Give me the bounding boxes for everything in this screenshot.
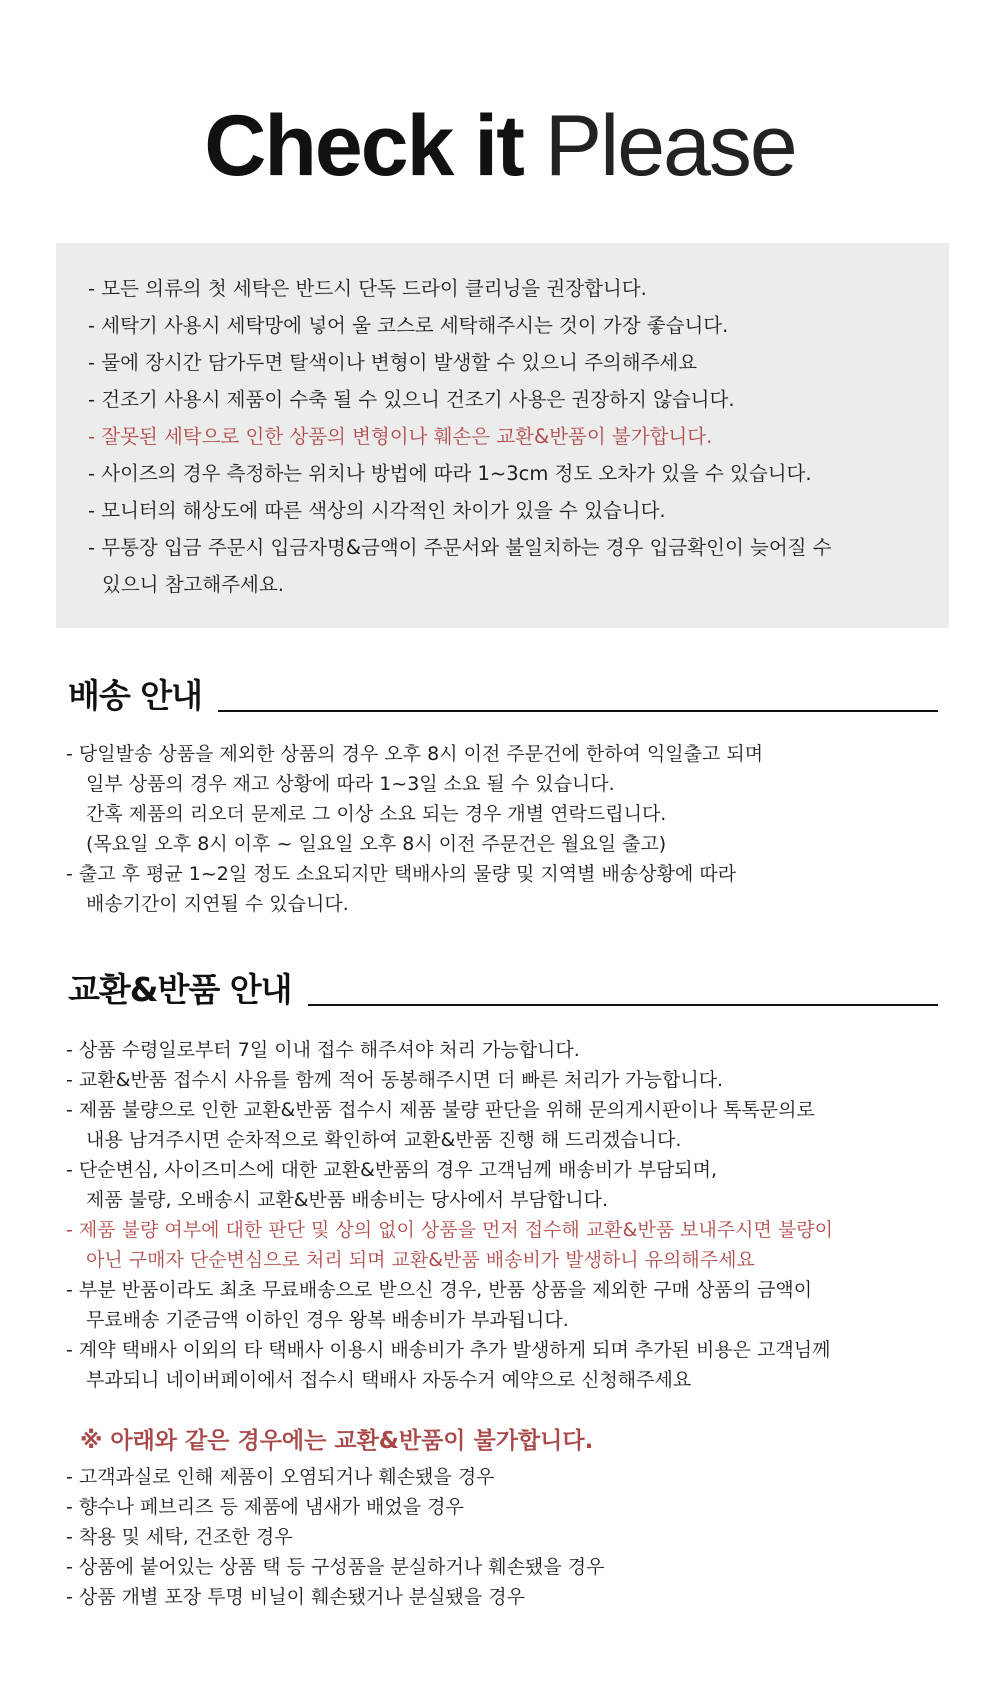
exchange-line: - 부분 반품이라도 최초 무료배송으로 받으신 경우, 반품 상품을 제외한 구매 상품의 금액이: [66, 1279, 813, 1301]
care-line: - 세탁기 사용시 세탁망에 넣어 울 코스로 세탁해주시는 것이 가장 좋습니다.: [88, 314, 729, 337]
shipping-line: (목요일 오후 8시 이후 ~ 일요일 오후 8시 이전 주문건은 월요일 출고): [86, 833, 667, 855]
care-line: - 모니터의 해상도에 따른 색상의 시각적인 차이가 있을 수 있습니다.: [88, 499, 666, 522]
not-allowed-item: - 향수나 페브리즈 등 제품에 냄새가 배었을 경우: [66, 1496, 464, 1518]
care-line: - 모든 의류의 첫 세탁은 반드시 단독 드라이 클리닝을 권장합니다.: [88, 277, 647, 300]
not-allowed-item: - 고객과실로 인해 제품이 오염되거나 훼손됐을 경우: [66, 1466, 495, 1488]
title-bold-text: Check it: [204, 98, 523, 194]
exchange-line: - 단순변심, 사이즈미스에 대한 교환&반품의 경우 고객님께 배송비가 부담되며,: [66, 1159, 718, 1181]
shipping-heading-rule: [218, 710, 938, 712]
shipping-line: - 당일발송 상품을 제외한 상품의 경우 오후 8시 이전 주문건에 한하여 익일출고 되며: [66, 743, 764, 765]
exchange-line: - 교환&반품 접수시 사유를 함께 적어 동봉해주시면 더 빠른 처리가 가능합니다.: [66, 1069, 724, 1091]
care-line: - 사이즈의 경우 측정하는 위치나 방법에 따라 1~3cm 정도 오차가 있을 수 있습니다.: [88, 462, 812, 485]
exchange-line: - 제품 불량으로 인한 교환&반품 접수시 제품 불량 판단을 위해 문의게시판이나 톡톡문의로: [66, 1099, 815, 1121]
exchange-warning-line: 아닌 구매자 단순변심으로 처리 되며 교환&반품 배송비가 발생하니 유의해주세요: [86, 1249, 755, 1271]
care-warning-line: - 잘못된 세탁으로 인한 상품의 변형이나 훼손은 교환&반품이 불가합니다.: [88, 425, 713, 448]
care-instructions-box: [56, 243, 949, 628]
care-line: - 건조기 사용시 제품이 수축 될 수 있으니 건조기 사용은 권장하지 않습니다.: [88, 388, 735, 411]
exchange-section-header: [68, 966, 938, 1010]
shipping-section-header: [68, 672, 938, 716]
not-allowed-item: - 착용 및 세탁, 건조한 경우: [66, 1526, 293, 1548]
not-allowed-title: ※ 아래와 같은 경우에는 교환&반품이 불가합니다.: [80, 1428, 594, 1454]
shipping-heading: 배송 안내: [68, 676, 203, 715]
title-light-text: Please: [544, 98, 796, 194]
exchange-line: - 계약 택배사 이외의 타 택배사 이용시 배송비가 추가 발생하게 되며 추가된 비용은 고객님께: [66, 1339, 831, 1361]
care-line: 있으니 참고해주세요.: [102, 573, 284, 596]
not-allowed-item: - 상품 개별 포장 투명 비닐이 훼손됐거나 분실됐을 경우: [66, 1586, 525, 1608]
exchange-line: - 상품 수령일로부터 7일 이내 접수 해주셔야 처리 가능합니다.: [66, 1039, 580, 1061]
shipping-line: 배송기간이 지연될 수 있습니다.: [86, 893, 349, 915]
exchange-heading: 교환&반품 안내: [68, 970, 292, 1009]
exchange-line: 내용 남겨주시면 순차적으로 확인하여 교환&반품 진행 해 드리겠습니다.: [86, 1129, 682, 1151]
exchange-warning-line: - 제품 불량 여부에 대한 판단 및 상의 없이 상품을 먼저 접수해 교환&반품 보내주시면 불량이: [66, 1219, 833, 1241]
shipping-line: 간혹 제품의 리오더 문제로 그 이상 소요 되는 경우 개별 연락드립니다.: [86, 803, 667, 825]
care-line: - 물에 장시간 담가두면 탈색이나 변형이 발생할 수 있으니 주의해주세요: [88, 351, 698, 374]
not-allowed-item: - 상품에 붙어있는 상품 택 등 구성품을 분실하거나 훼손됐을 경우: [66, 1556, 605, 1578]
exchange-line: 제품 불량, 오배송시 교환&반품 배송비는 당사에서 부담합니다.: [86, 1189, 608, 1211]
shipping-info: [66, 739, 956, 919]
exchange-line: 무료배송 기준금액 이하인 경우 왕복 배송비가 부과됩니다.: [86, 1309, 569, 1331]
shipping-line: 일부 상품의 경우 재고 상황에 따라 1~3일 소요 될 수 있습니다.: [86, 773, 615, 795]
exchange-info: [66, 1035, 956, 1395]
exchange-heading-rule: [308, 1004, 938, 1006]
exchange-line: 부과되니 네이버페이에서 접수시 택배사 자동수거 예약으로 신청해주세요: [86, 1369, 692, 1391]
not-allowed-list: [66, 1462, 956, 1612]
shipping-line: - 출고 후 평균 1~2일 정도 소요되지만 택배사의 물량 및 지역별 배송상황에 따라: [66, 863, 737, 885]
care-line: - 무통장 입금 주문시 입금자명&금액이 주문서와 불일치하는 경우 입금확인이 늦어질 수: [88, 536, 832, 559]
page-title: [0, 96, 1000, 196]
